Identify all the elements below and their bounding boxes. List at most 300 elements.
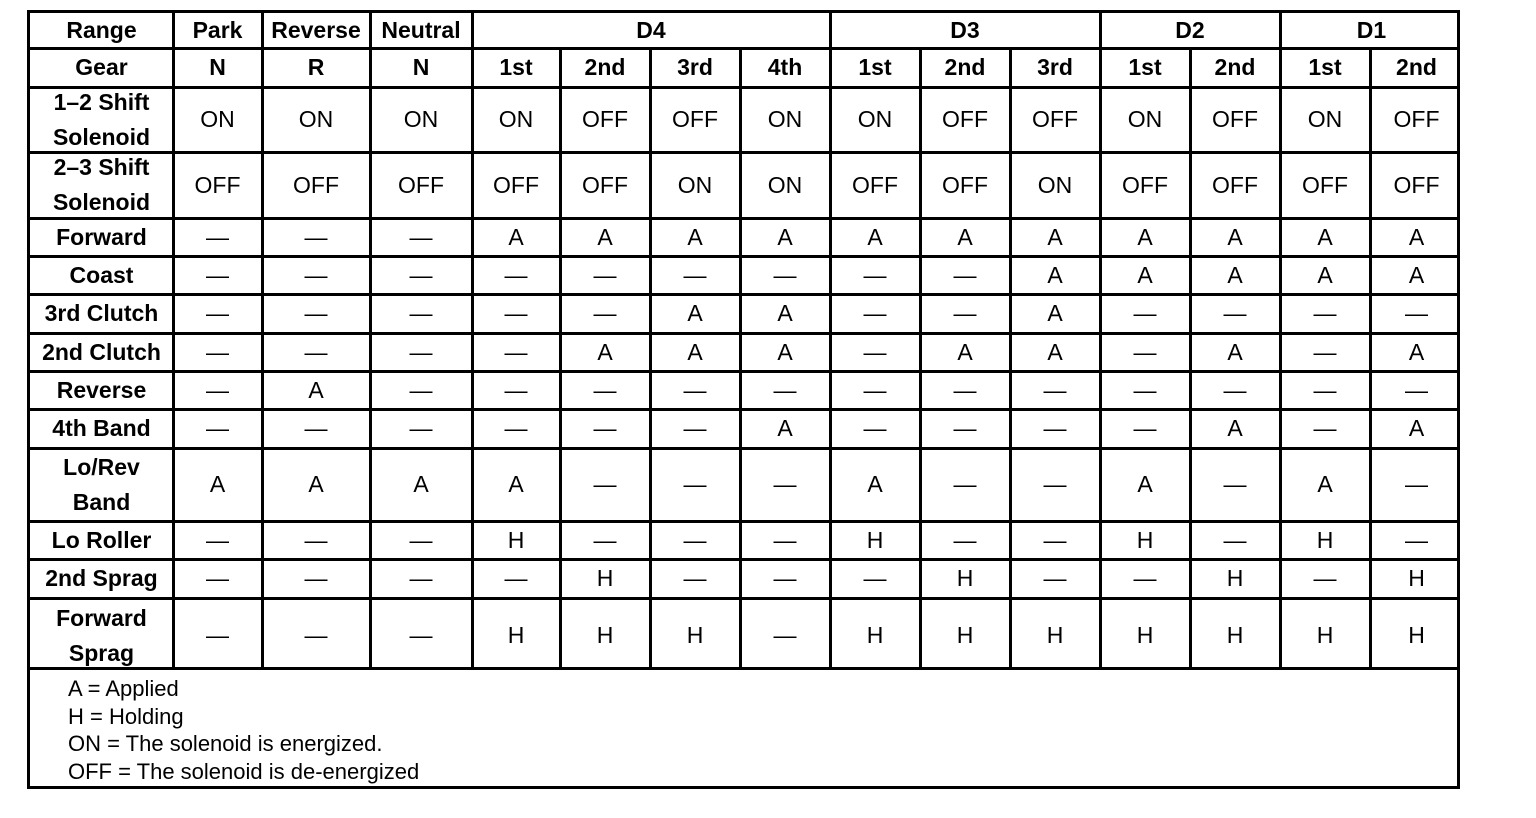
- table-cell: [830, 87, 920, 152]
- cell-value: A: [1047, 223, 1063, 250]
- table-cell: [560, 409, 650, 448]
- table-cell: [1010, 333, 1100, 371]
- row-label: [30, 333, 173, 371]
- range-text: D3: [950, 17, 980, 44]
- table-cell: [830, 294, 920, 333]
- range-text: Reverse: [271, 17, 361, 44]
- table-cell: [1280, 333, 1370, 371]
- row-label: [30, 559, 173, 598]
- cell-value: H: [596, 622, 614, 649]
- table-cell: [1190, 87, 1280, 152]
- table-cell: [370, 152, 472, 218]
- table-cell: [262, 87, 370, 152]
- range-header: [472, 13, 830, 48]
- cell-value: H: [1136, 622, 1154, 649]
- table-cell: [560, 218, 650, 256]
- cell-value: —: [1223, 300, 1247, 327]
- cell-value: A: [1047, 338, 1063, 365]
- cell-value: OFF: [672, 106, 718, 133]
- cell-value: —: [504, 376, 528, 403]
- table-cell: [472, 87, 560, 152]
- cell-value: A: [413, 471, 429, 498]
- row-label-line: 2nd Clutch: [42, 338, 161, 365]
- cell-value: A: [1408, 338, 1425, 365]
- range-header: [173, 13, 262, 48]
- table-cell: [740, 371, 830, 409]
- cell-value: OFF: [582, 171, 628, 198]
- cell-value: —: [863, 415, 887, 442]
- cell-value: A: [308, 376, 324, 403]
- gear-text: N: [412, 54, 430, 81]
- cell-value: OFF: [1212, 171, 1258, 198]
- table-cell: [1010, 256, 1100, 294]
- table-cell: [173, 448, 262, 521]
- cell-value: A: [777, 223, 793, 250]
- cell-value: A: [1227, 415, 1243, 442]
- gear-header: [1010, 48, 1100, 87]
- cell-value: A: [777, 415, 793, 442]
- range-text: D4: [636, 17, 666, 44]
- row-label: [30, 152, 173, 218]
- table-cell: [920, 218, 1010, 256]
- table-cell: [1100, 448, 1190, 521]
- table-cell: [650, 152, 740, 218]
- table-cell: [1280, 87, 1370, 152]
- range-label-text: Range: [66, 17, 137, 44]
- table-cell: [1190, 598, 1280, 673]
- row-label: [30, 448, 173, 521]
- gear-text: 3rd: [677, 54, 713, 81]
- gear-text: 2nd: [944, 54, 986, 81]
- cell-value: —: [593, 526, 617, 553]
- table-cell: [1100, 87, 1190, 152]
- cell-value: —: [1133, 415, 1157, 442]
- row-label-line: 2–3 Shift: [53, 154, 150, 180]
- cell-value: OFF: [1122, 171, 1168, 198]
- cell-value: A: [687, 300, 703, 327]
- cell-value: —: [1405, 526, 1428, 553]
- table-cell: [1010, 218, 1100, 256]
- cell-value: H: [686, 622, 704, 649]
- table-cell: [1370, 409, 1463, 448]
- cell-value: —: [206, 622, 229, 649]
- table-cell: [830, 598, 920, 673]
- cell-value: —: [1405, 471, 1428, 498]
- cell-value: —: [1313, 300, 1337, 327]
- cell-value: —: [1223, 471, 1247, 498]
- gear-text: 4th: [767, 54, 803, 81]
- cell-value: A: [687, 338, 703, 365]
- cell-value: —: [1313, 415, 1337, 442]
- row-label-line: 4th Band: [52, 415, 151, 442]
- cell-value: OFF: [1212, 106, 1258, 133]
- cell-value: H: [596, 565, 614, 592]
- gear-header: [1280, 48, 1370, 87]
- table-cell: [740, 294, 830, 333]
- table-cell: [920, 333, 1010, 371]
- cell-value: OFF: [1032, 106, 1078, 133]
- table-cell: [920, 371, 1010, 409]
- cell-value: —: [773, 261, 797, 288]
- table-cell: [1190, 559, 1280, 598]
- range-header: [1280, 13, 1463, 48]
- table-cell: [472, 559, 560, 598]
- table-cell: [262, 559, 370, 598]
- row-label-line: Reverse: [56, 376, 147, 403]
- cell-value: —: [409, 223, 433, 250]
- table-cell: [920, 256, 1010, 294]
- row-label-line: Lo Roller: [51, 526, 152, 553]
- cell-value: ON: [857, 106, 893, 133]
- row-label-line: Sprag: [68, 639, 135, 666]
- table-cell: [173, 598, 262, 673]
- cell-value: A: [597, 223, 613, 250]
- table-cell: [262, 448, 370, 521]
- table-cell: [173, 559, 262, 598]
- table-cell: [1280, 371, 1370, 409]
- cell-value: —: [683, 565, 707, 592]
- table-cell: [262, 371, 370, 409]
- legend-on: ON = The solenoid is energized.: [68, 731, 383, 756]
- cell-value: —: [863, 261, 887, 288]
- row-label-line: Band: [72, 488, 131, 515]
- cell-value: —: [409, 261, 433, 288]
- table-cell: [920, 521, 1010, 559]
- table-cell: [173, 256, 262, 294]
- cell-value: A: [777, 300, 793, 327]
- grid-vline: [739, 48, 742, 670]
- cell-value: —: [1223, 376, 1247, 403]
- table-cell: [1190, 333, 1280, 371]
- table-cell: [262, 218, 370, 256]
- table-cell: [370, 218, 472, 256]
- grid-hline: [30, 47, 1460, 50]
- grid-vline: [261, 13, 264, 670]
- table-cell: [830, 218, 920, 256]
- cell-value: A: [957, 223, 973, 250]
- grid-vline: [1279, 13, 1282, 670]
- row-label: [30, 521, 173, 559]
- cell-value: —: [206, 338, 229, 365]
- cell-value: OFF: [942, 171, 988, 198]
- table-cell: [370, 409, 472, 448]
- cell-value: ON: [677, 171, 713, 198]
- gear-header: [1100, 48, 1190, 87]
- table-cell: [740, 448, 830, 521]
- table-cell: [1280, 256, 1370, 294]
- cell-value: —: [504, 565, 528, 592]
- gear-text: N: [209, 54, 226, 81]
- cell-value: —: [953, 300, 977, 327]
- cell-value: OFF: [293, 171, 339, 198]
- cell-value: —: [953, 261, 977, 288]
- table-cell: [370, 256, 472, 294]
- table-cell: [920, 87, 1010, 152]
- cell-value: A: [308, 471, 324, 498]
- table-cell: [1100, 409, 1190, 448]
- table-cell: [472, 256, 560, 294]
- cell-value: H: [956, 565, 974, 592]
- grid-hline: [30, 332, 1460, 335]
- row-label-line: 3rd Clutch: [44, 300, 159, 327]
- range-header: [262, 13, 370, 48]
- grid-hline: [30, 520, 1460, 523]
- table-cell: [1280, 598, 1370, 673]
- row-label-line: Forward: [56, 604, 147, 631]
- gear-text: 2nd: [1214, 54, 1256, 81]
- cell-value: A: [1408, 261, 1425, 288]
- grid-hline: [30, 597, 1460, 600]
- table-cell: [920, 598, 1010, 673]
- range-header: [1100, 13, 1280, 48]
- cell-value: A: [1317, 223, 1333, 250]
- cell-value: A: [508, 223, 524, 250]
- grid-vline: [172, 13, 175, 670]
- cell-value: OFF: [1393, 171, 1440, 198]
- table-cell: [262, 294, 370, 333]
- cell-value: A: [1227, 261, 1243, 288]
- cell-value: —: [1313, 376, 1337, 403]
- table-cell: [560, 87, 650, 152]
- gear-header: [1190, 48, 1280, 87]
- grid-vline: [471, 13, 474, 670]
- cell-value: A: [687, 223, 703, 250]
- legend: [27, 667, 1460, 789]
- cell-value: —: [206, 526, 229, 553]
- cell-value: H: [507, 622, 525, 649]
- range-text: Park: [192, 17, 243, 44]
- grid-vline: [649, 48, 652, 670]
- table-cell: [1190, 218, 1280, 256]
- table-cell: [1280, 218, 1370, 256]
- table-cell: [1280, 294, 1370, 333]
- cell-value: A: [1047, 300, 1063, 327]
- table-cell: [1190, 294, 1280, 333]
- cell-value: H: [866, 526, 884, 553]
- table-cell: [650, 448, 740, 521]
- table-cell: [830, 448, 920, 521]
- cell-value: ON: [767, 106, 803, 133]
- cell-value: —: [953, 415, 977, 442]
- cell-value: H: [1408, 565, 1425, 592]
- gear-text: 3rd: [1037, 54, 1073, 81]
- cell-value: —: [304, 300, 328, 327]
- table-cell: [370, 559, 472, 598]
- table-cell: [1370, 559, 1463, 598]
- table-cell: [1190, 371, 1280, 409]
- table-cell: [370, 87, 472, 152]
- grid-hline: [30, 86, 1460, 89]
- table-cell: [560, 294, 650, 333]
- table-cell: [650, 218, 740, 256]
- table-cell: [650, 333, 740, 371]
- table-cell: [650, 256, 740, 294]
- cell-value: —: [773, 526, 797, 553]
- cell-value: —: [409, 376, 433, 403]
- grid-vline: [1189, 48, 1192, 670]
- table-cell: [1100, 218, 1190, 256]
- cell-value: ON: [298, 106, 334, 133]
- cell-value: A: [1227, 223, 1243, 250]
- table-cell: [1100, 598, 1190, 673]
- cell-value: —: [206, 261, 229, 288]
- cell-value: A: [1137, 471, 1153, 498]
- cell-value: —: [593, 376, 617, 403]
- grid-hline: [30, 408, 1460, 411]
- gear-text: 2nd: [1396, 54, 1437, 81]
- table-cell: [830, 371, 920, 409]
- table-cell: [370, 521, 472, 559]
- table-cell: [1370, 448, 1463, 521]
- cell-value: ON: [403, 106, 439, 133]
- table-cell: [830, 333, 920, 371]
- cell-value: —: [1043, 526, 1067, 553]
- row-label: [30, 218, 173, 256]
- table-cell: [262, 409, 370, 448]
- cell-value: —: [593, 300, 617, 327]
- legend-holding: H = Holding: [68, 703, 184, 729]
- cell-value: A: [867, 223, 883, 250]
- cell-value: —: [953, 376, 977, 403]
- table-cell: [173, 409, 262, 448]
- grid-hline: [30, 151, 1460, 154]
- table-cell: [830, 559, 920, 598]
- grid-vline: [369, 13, 372, 670]
- gear-text: 2nd: [584, 54, 626, 81]
- table-cell: [830, 521, 920, 559]
- cell-value: ON: [1127, 106, 1163, 133]
- grid-hline: [30, 447, 1460, 450]
- table-cell: [1370, 87, 1463, 152]
- table-cell: [370, 598, 472, 673]
- cell-value: A: [957, 338, 973, 365]
- row-label: [30, 87, 173, 152]
- grid-hline: [30, 293, 1460, 296]
- cell-value: —: [304, 415, 328, 442]
- cell-value: A: [1408, 223, 1425, 250]
- cell-value: —: [409, 300, 433, 327]
- cell-value: —: [1405, 376, 1428, 403]
- grid-hline: [30, 217, 1460, 220]
- table-cell: [262, 256, 370, 294]
- table-cell: [740, 598, 830, 673]
- gear-text: 1st: [499, 54, 533, 81]
- cell-value: —: [206, 223, 229, 250]
- table-cell: [262, 521, 370, 559]
- grid-vline: [559, 48, 562, 670]
- cell-value: —: [409, 338, 433, 365]
- table-cell: [650, 521, 740, 559]
- cell-value: A: [209, 471, 226, 498]
- table-cell: [1190, 448, 1280, 521]
- table-cell: [830, 152, 920, 218]
- cell-value: A: [1137, 223, 1153, 250]
- table-cell: [1370, 598, 1463, 673]
- table-cell: [173, 218, 262, 256]
- table-cell: [472, 409, 560, 448]
- cell-value: —: [773, 376, 797, 403]
- table-cell: [740, 409, 830, 448]
- table-cell: [560, 371, 650, 409]
- row-label: [30, 371, 173, 409]
- cell-value: —: [304, 526, 328, 553]
- row-label-line: Forward: [56, 223, 147, 250]
- table-cell: [1100, 294, 1190, 333]
- row-label-line: Coast: [69, 261, 134, 288]
- cell-value: —: [206, 300, 229, 327]
- cell-value: A: [1137, 261, 1153, 288]
- table-cell: [173, 152, 262, 218]
- cell-value: —: [593, 415, 617, 442]
- table-cell: [560, 598, 650, 673]
- gear-label-text: Gear: [75, 54, 128, 81]
- cell-value: —: [1133, 338, 1157, 365]
- cell-value: —: [304, 261, 328, 288]
- table-cell: [472, 598, 560, 673]
- cell-value: ON: [1037, 171, 1073, 198]
- grid-vline: [1009, 48, 1012, 670]
- gear-header: [262, 48, 370, 87]
- legend-applied: A = Applied: [68, 676, 179, 701]
- cell-value: —: [504, 300, 528, 327]
- cell-value: OFF: [582, 106, 628, 133]
- table-cell: [1010, 598, 1100, 673]
- row-label-line: Lo/Rev: [63, 453, 140, 480]
- table-cell: [472, 333, 560, 371]
- cell-value: —: [773, 565, 797, 592]
- row-label-line: 2nd Sprag: [45, 565, 158, 592]
- table-cell: [740, 256, 830, 294]
- table-cell: [560, 256, 650, 294]
- cell-value: A: [1047, 261, 1063, 288]
- cell-value: H: [956, 622, 974, 649]
- row-label: [30, 256, 173, 294]
- table-cell: [830, 256, 920, 294]
- cell-value: —: [953, 526, 977, 553]
- table-cell: [1190, 521, 1280, 559]
- grid-vline: [829, 13, 832, 670]
- cell-value: —: [863, 565, 887, 592]
- table-cell: [262, 598, 370, 673]
- gear-header-label: [30, 48, 173, 87]
- row-label: [30, 409, 173, 448]
- table-cell: [740, 87, 830, 152]
- table-cell: [740, 559, 830, 598]
- cell-value: —: [504, 261, 528, 288]
- cell-value: H: [1226, 622, 1244, 649]
- cell-value: —: [304, 565, 328, 592]
- table-cell: [472, 371, 560, 409]
- table-cell: [1370, 256, 1463, 294]
- range-text: Neutral: [381, 17, 461, 44]
- table-cell: [1010, 559, 1100, 598]
- gear-text: R: [307, 54, 325, 81]
- grid-vline: [1099, 13, 1102, 670]
- table-cell: [1370, 333, 1463, 371]
- gear-header: [830, 48, 920, 87]
- table-cell: [1010, 521, 1100, 559]
- grid-hline: [30, 558, 1460, 561]
- gear-text: 1st: [858, 54, 892, 81]
- cell-value: A: [597, 338, 613, 365]
- cell-value: —: [683, 471, 707, 498]
- table-cell: [1100, 521, 1190, 559]
- range-text: D1: [1356, 17, 1387, 44]
- table-cell: [1100, 559, 1190, 598]
- table-cell: [173, 87, 262, 152]
- cell-value: ON: [1307, 106, 1343, 133]
- table-cell: [650, 371, 740, 409]
